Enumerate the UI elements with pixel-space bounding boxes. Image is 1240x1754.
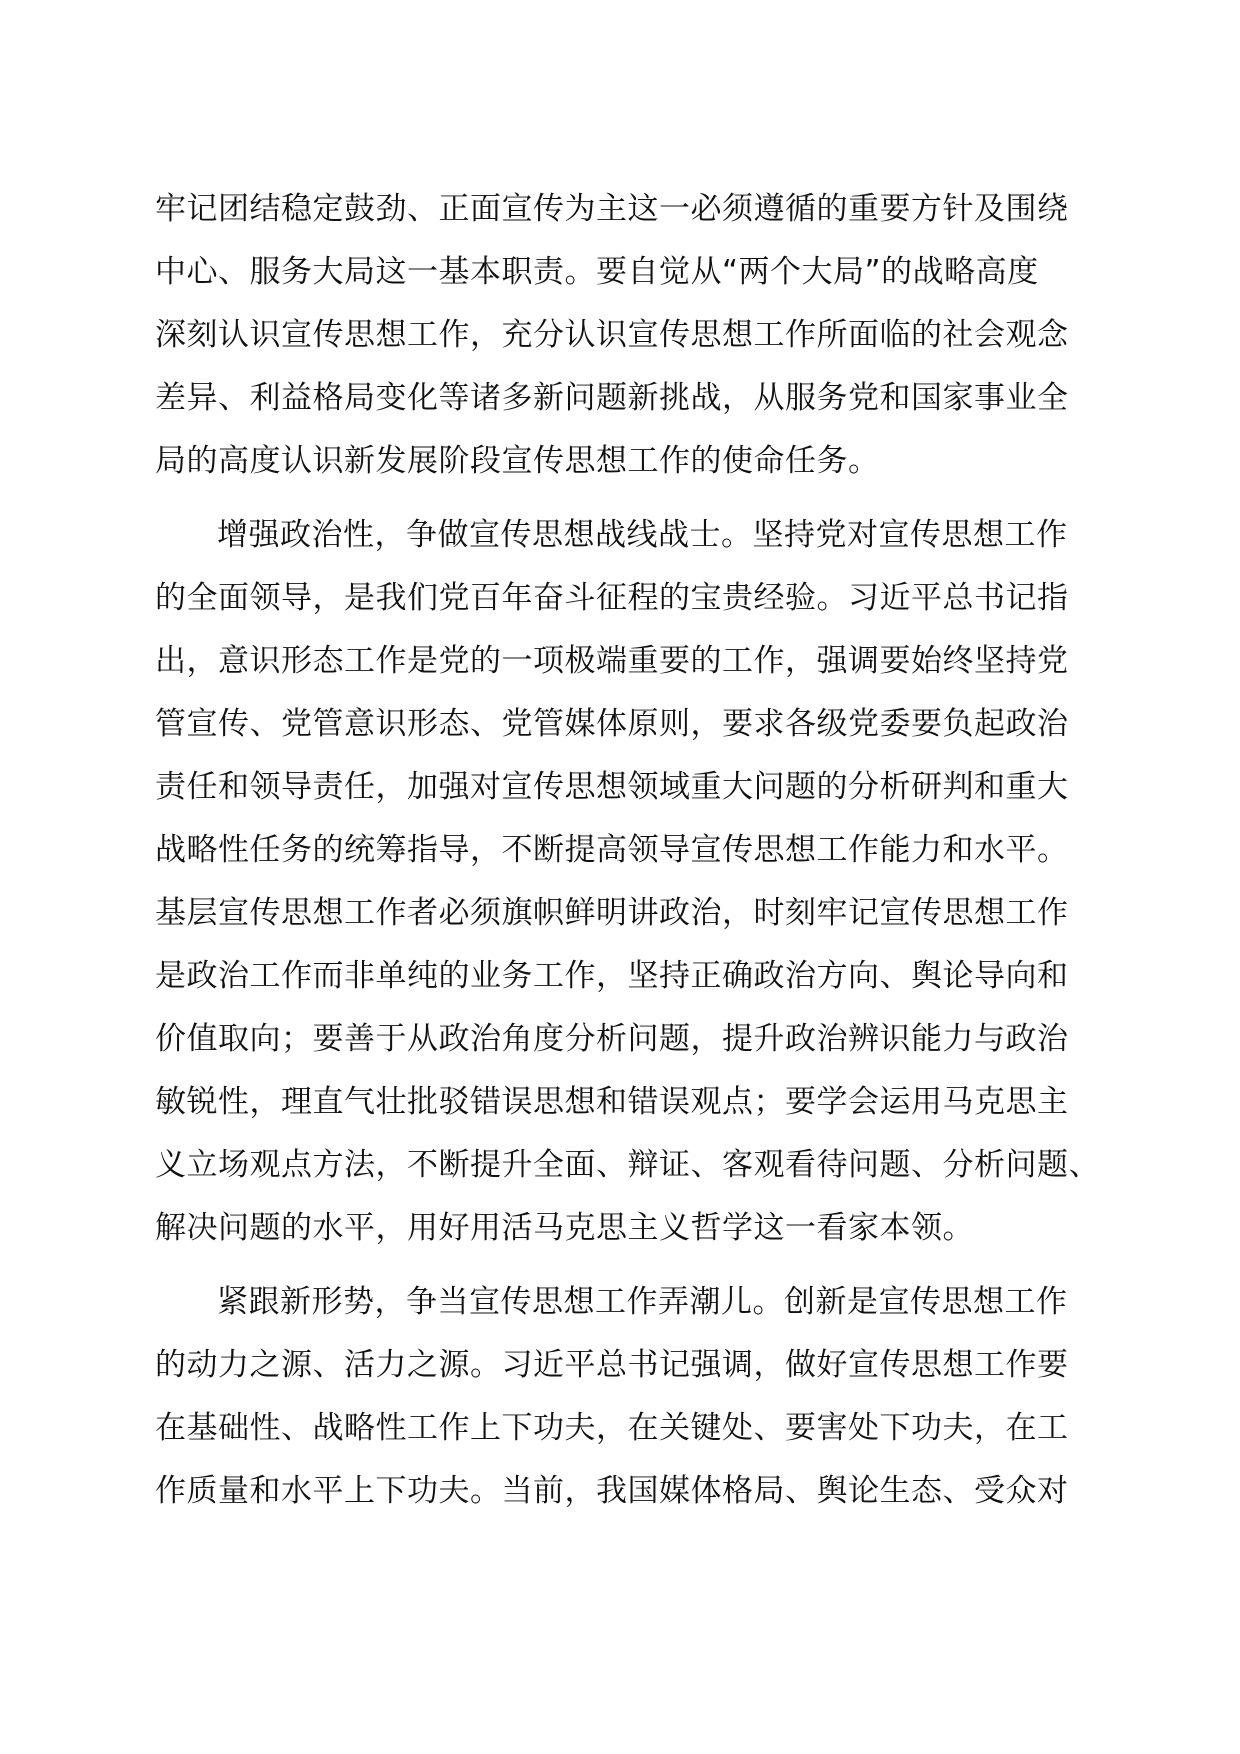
- text-line: 战略性任务的统筹指导，不断提高领导宣传思想工作能力和水平。: [155, 832, 1069, 868]
- text-line: 牢记团结稳定鼓劲、正面宣传为主这一必须遵循的重要方针及围绕: [155, 191, 1069, 227]
- text-line: 的动力之源、活力之源。习近平总书记强调，做好宣传思想工作要: [155, 1347, 1069, 1383]
- text-line: 基层宣传思想工作者必须旗帜鲜明讲政治，时刻牢记宣传思想工作: [155, 895, 1069, 931]
- text-line: 局的高度认识新发展阶段宣传思想工作的使命任务。: [155, 443, 880, 479]
- text-line: 管宣传、党管意识形态、党管媒体原则，要求各级党委要负起政治: [155, 706, 1069, 742]
- text-line: 敏锐性，理直气壮批驳错误思想和错误观点；要学会运用马克思主: [155, 1084, 1069, 1120]
- text-line: 作质量和水平上下功夫。当前，我国媒体格局、舆论生态、受众对: [155, 1473, 1069, 1509]
- paragraph-start-line: 紧跟新形势，争当宣传思想工作弄潮儿。创新是宣传思想工作: [217, 1284, 1068, 1320]
- text-line: 解决问题的水平，用好用活马克思主义哲学这一看家本领。: [155, 1210, 974, 1246]
- text-line: 差异、利益格局变化等诸多新问题新挑战，从服务党和国家事业全: [155, 380, 1069, 416]
- paragraph-start-line: 增强政治性，争做宣传思想战线战士。坚持党对宣传思想工作: [217, 517, 1068, 553]
- text-line: 深刻认识宣传思想工作，充分认识宣传思想工作所面临的社会观念: [155, 317, 1069, 353]
- text-line: 价值取向；要善于从政治角度分析问题，提升政治辨识能力与政治: [155, 1021, 1069, 1057]
- text-line: 责任和领导责任，加强对宣传思想领域重大问题的分析研判和重大: [155, 769, 1069, 805]
- text-line: 中心、服务大局这一基本职责。要自觉从“两个大局”的战略高度: [155, 254, 1039, 290]
- text-line: 义立场观点方法，不断提升全面、辩证、客观看待问题、分析问题、: [155, 1147, 1100, 1183]
- text-line: 是政治工作而非单纯的业务工作，坚持正确政治方向、舆论导向和: [155, 958, 1069, 994]
- text-line: 在基础性、战略性工作上下功夫，在关键处、要害处下功夫，在工: [155, 1410, 1069, 1446]
- text-line: 的全面领导，是我们党百年奋斗征程的宝贵经验。习近平总书记指: [155, 580, 1069, 616]
- text-line: 出，意识形态工作是党的一项极端重要的工作，强调要始终坚持党: [155, 643, 1069, 679]
